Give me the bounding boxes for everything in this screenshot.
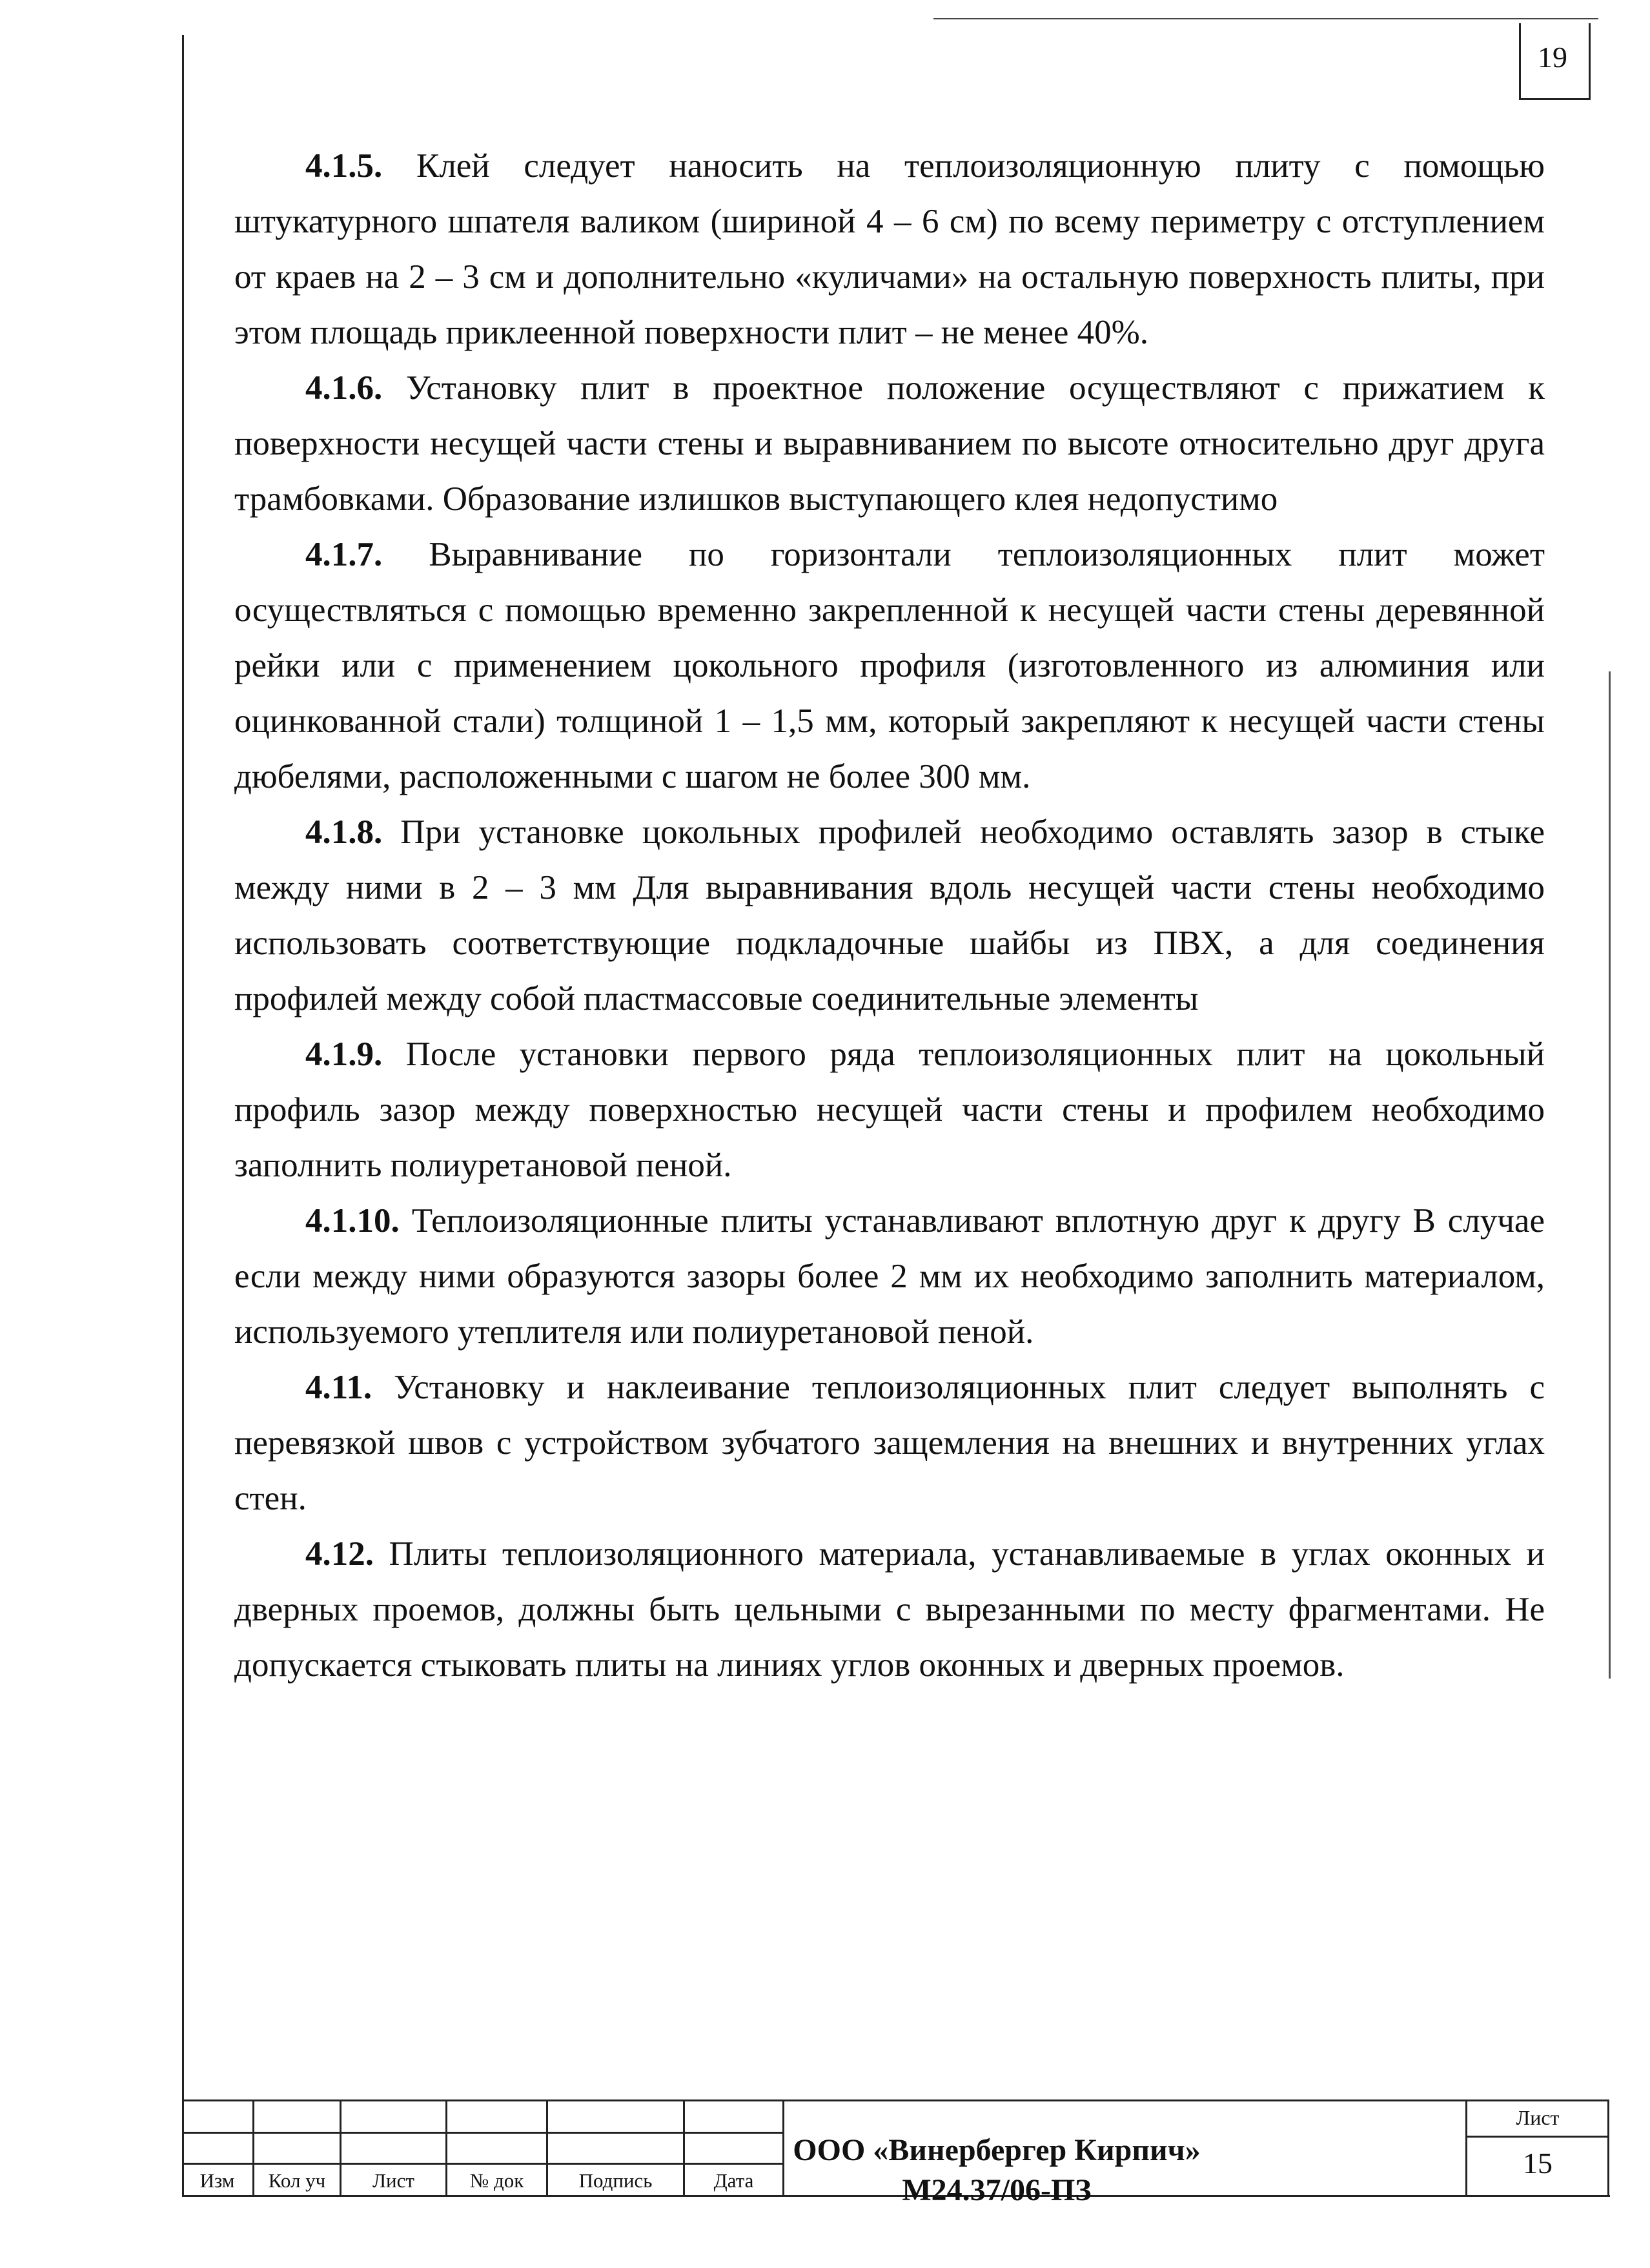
paragraph-text: После установки первого ряда теплоизоляционных плит на цокольный профиль зазор между поверхностью несущей части стены и профилем необходимо заполнить полиуретановой пеной. [234,1036,1545,1184]
clause-number: 4.1.7. [305,536,383,573]
clause-number: 4.1.8. [305,813,383,851]
stamp-row-line [182,2163,784,2165]
document-code: М24.37/06-ПЗ [902,2173,1092,2207]
stamp-sheet-line [1467,2136,1609,2138]
stamp-label-signature: Подпись [578,2169,653,2192]
paragraph [234,527,1545,804]
organization-block [784,2130,1210,2211]
clause-number: 4.1.5. [305,147,383,185]
paragraph [234,1526,1545,1693]
clause-number: 4.12. [305,1535,374,1573]
paragraph [234,1193,1545,1360]
document-body [234,138,1545,1693]
organization-name: ООО «Винербергер Кирпич» [793,2133,1201,2167]
paragraph-text: Установку плит в проектное положение осуществляют с прижатием к поверхности несущей части стены и выравниванием по высоте относительно друг друга трамбовками. Образование излишков выступающего клея недопустимо [234,369,1545,518]
stamp-row-line [182,2132,784,2134]
clause-number: 4.1.10. [305,1202,400,1240]
top-rule [933,18,1598,19]
scan-edge-mark [1609,671,1611,1679]
paragraph [234,360,1545,527]
paragraph-text: Установку и наклеивание теплоизоляционных плит следует выполнять с перевязкой швов с устройством зубчатого защемления на внешних и внутренних углах стен. [234,1369,1545,1517]
clause-number: 4.1.6. [305,369,383,407]
paragraph [234,1027,1545,1193]
paragraph-text: Теплоизоляционные плиты устанавливают вплотную друг к другу В случае если между ними образуются зазоры более 2 мм их необходимо заполнить материалом, используемого утеплителя или полиуретановой пеной. [234,1202,1545,1351]
paragraph [234,138,1545,360]
stamp-label-doc-no: № док [469,2169,524,2192]
stamp-label-kol-uch: Кол уч [268,2169,326,2192]
stamp-label-izm: Изм [199,2169,235,2192]
stamp-label-date: Дата [713,2169,754,2192]
paragraph-text: Клей следует наносить на теплоизоляционную плиту с помощью штукатурного шпателя валиком (шириной 4 – 6 см) по всему периметру с отступлением от краев на 2 – 3 см и дополнительно «куличами» на остальную поверхность плиты, при этом площадь приклеенной поверхности плит – не менее 40%. [234,147,1545,351]
stamp-top-line [182,2099,1609,2101]
sheet-number: 15 [1523,2147,1553,2180]
page-number-top: 19 [1538,41,1567,74]
paragraph-text: При установке цокольных профилей необходимо оставлять зазор в стыке между ними в 2 – 3 мм Для выравнивания вдоль несущей части стены необходимо использовать соответствующие подкладочные шайбы из ПВХ, а для соединения профилей между собой пластмассовые соединительные элементы [234,813,1545,1017]
title-block [182,2099,1609,2207]
clause-number: 4.11. [305,1369,372,1406]
paragraph [234,804,1545,1027]
paragraph-text: Выравнивание по горизонтали теплоизоляционных плит может осуществляться с помощью временно закрепленной к несущей части стены деревянной рейки или с применением цокольного профиля (изготовленного из алюминия или оцинкованной стали) толщиной 1 – 1,5 мм, который закрепляют к несущей части стены дюбелями, расположенными с шагом не более 300 мм. [234,536,1545,795]
paragraph-text: Плиты теплоизоляционного материала, устанавливаемые в углах оконных и дверных проемов, должны быть цельными с вырезанными по месту фрагментами. Не допускается стыковать плиты на линиях углов оконных и дверных проемов. [234,1535,1545,1684]
page-number-tick [1556,98,1579,100]
frame-left-border [182,35,184,2196]
clause-number: 4.1.9. [305,1036,383,1073]
sheet-label: Лист [1516,2106,1560,2129]
stamp-label-list: Лист [372,2169,414,2192]
paragraph [234,1360,1545,1526]
